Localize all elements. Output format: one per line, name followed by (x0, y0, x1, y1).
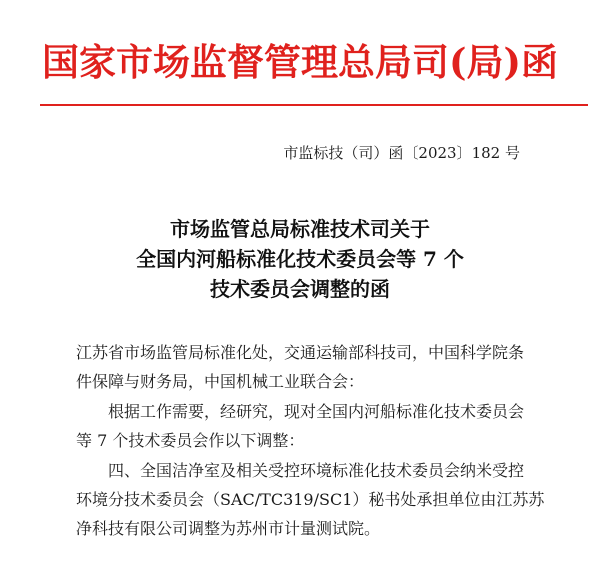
paragraph-line-first: 四、全国洁净室及相关受控环境标准化技术委员会纳米受控 (108, 461, 525, 480)
document-number: 市监标技（司）函〔2023〕182 号 (283, 144, 520, 162)
paragraph-line: 环境分技术委员会（SAC/TC319/SC1）秘书处承担单位由江苏苏 (76, 490, 545, 509)
title-line: 全国内河船标准化技术委员会等 7 个 (136, 247, 464, 271)
body-paragraph-item-four (76, 456, 566, 543)
addressee-line: 件保障与财务局，中国机械工业联合会： (76, 372, 365, 391)
letterhead-divider (40, 104, 588, 106)
paragraph-line: 净科技有限公司调整为苏州市计量测试院。 (76, 519, 381, 538)
letterhead-title: 国家市场监督管理总局司(局)函 (41, 40, 558, 84)
body-paragraph-intro (76, 397, 566, 455)
title-line: 市场监管总局标准技术司关于 (170, 217, 430, 241)
paragraph-line-first: 根据工作需要，经研究，现对全国内河船标准化技术委员会 (108, 402, 525, 421)
addressee-block (76, 338, 566, 396)
document-title (0, 214, 600, 304)
title-line: 技术委员会调整的函 (210, 277, 390, 301)
addressee-line: 江苏省市场监管局标准化处，交通运输部科技司，中国科学院条 (76, 343, 525, 362)
paragraph-line: 等 7 个技术委员会作以下调整： (76, 431, 305, 450)
